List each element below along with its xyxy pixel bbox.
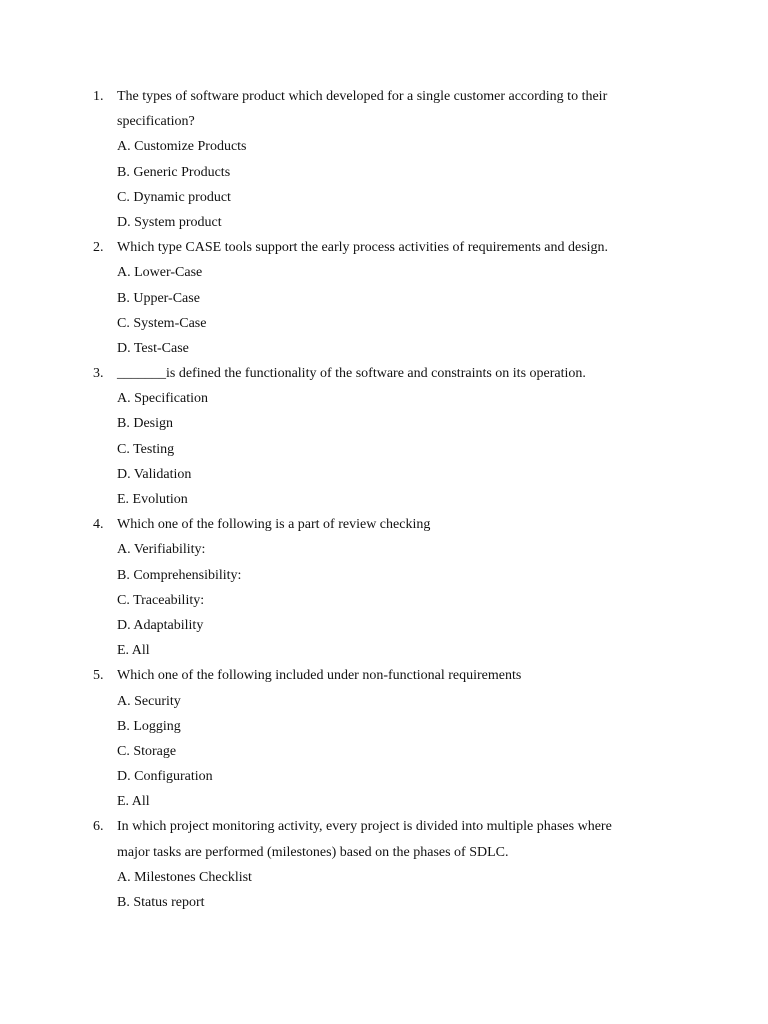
question-text: Which type CASE tools support the early process activities of requirements and design. [117, 240, 609, 256]
answer-option-text: A. Verifiability: [117, 542, 206, 558]
question-number: 4. [93, 517, 104, 533]
answer-option [0, 588, 768, 613]
question-text: In which project monitoring activity, every project is divided into multiple phases where [117, 819, 612, 835]
answer-option [0, 764, 768, 789]
question-text: specification? [117, 114, 195, 130]
answer-option [0, 563, 768, 588]
answer-option-text: D. Test-Case [117, 340, 189, 356]
answer-option [0, 462, 768, 487]
answer-option [0, 487, 768, 512]
answer-option [0, 210, 768, 235]
question-text: Which one of the following is a part of review checking [117, 517, 431, 533]
answer-option [0, 638, 768, 663]
question-1 [0, 84, 768, 235]
question-text: Which one of the following included under non-functional requirements [117, 668, 522, 684]
question-line [0, 663, 768, 688]
answer-option-text: B. Logging [117, 718, 181, 734]
answer-option [0, 739, 768, 764]
answer-option [0, 890, 768, 915]
answer-option [0, 537, 768, 562]
question-line [0, 361, 768, 386]
answer-option [0, 260, 768, 285]
answer-option-text: B. Upper-Case [117, 290, 200, 306]
answer-option-text: A. Security [117, 693, 181, 709]
question-number: 6. [93, 819, 104, 835]
question-line [0, 814, 768, 839]
question-text: _______is defined the functionality of the software and constraints on its operation. [117, 366, 586, 382]
answer-option-text: D. Configuration [117, 769, 213, 785]
question-5 [0, 663, 768, 814]
question-number: 5. [93, 668, 104, 684]
question-line [0, 84, 768, 109]
question-number: 3. [93, 366, 104, 382]
answer-option [0, 714, 768, 739]
question-2 [0, 235, 768, 361]
question-text: major tasks are performed (milestones) based on the phases of SDLC. [117, 844, 509, 860]
answer-option-text: B. Comprehensibility: [117, 567, 242, 583]
question-number: 1. [93, 89, 104, 104]
answer-option-text: A. Specification [117, 391, 208, 407]
question-line [0, 512, 768, 537]
question-3 [0, 361, 768, 512]
answer-option [0, 311, 768, 336]
answer-option [0, 160, 768, 185]
question-line [0, 109, 768, 134]
answer-option-text: C. Storage [117, 743, 177, 759]
answer-option [0, 286, 768, 311]
question-4 [0, 512, 768, 663]
question-line [0, 235, 768, 260]
answer-option [0, 411, 768, 436]
answer-option-text: D. Validation [117, 466, 192, 482]
question-6 [0, 814, 768, 915]
answer-option-text: A. Milestones Checklist [117, 869, 252, 885]
answer-option [0, 185, 768, 210]
question-list [0, 84, 768, 915]
answer-option-text: A. Lower-Case [117, 265, 203, 281]
answer-option [0, 437, 768, 462]
answer-option-text: D. Adaptability [117, 617, 204, 633]
answer-option-text: B. Generic Products [117, 164, 231, 180]
answer-option-text: C. Testing [117, 441, 175, 457]
question-line [0, 840, 768, 865]
answer-option-text: E. Evolution [117, 492, 188, 507]
answer-option [0, 865, 768, 890]
answer-option-text: B. Design [117, 416, 173, 432]
answer-option [0, 386, 768, 411]
answer-option-text: D. System product [117, 214, 222, 230]
answer-option-text: E. All [117, 643, 150, 659]
answer-option-text: C. Traceability: [117, 592, 205, 608]
answer-option [0, 689, 768, 714]
question-number: 2. [93, 240, 104, 256]
answer-option-text: A. Customize Products [117, 139, 247, 155]
answer-option-text: C. Dynamic product [117, 189, 231, 205]
question-text: The types of software product which developed for a single customer according to their [117, 89, 608, 104]
answer-option [0, 613, 768, 638]
answer-option [0, 134, 768, 159]
answer-option [0, 789, 768, 814]
answer-option [0, 336, 768, 361]
answer-option-text: C. System-Case [117, 315, 207, 331]
answer-option-text: B. Status report [117, 895, 205, 910]
answer-option-text: E. All [117, 794, 150, 810]
